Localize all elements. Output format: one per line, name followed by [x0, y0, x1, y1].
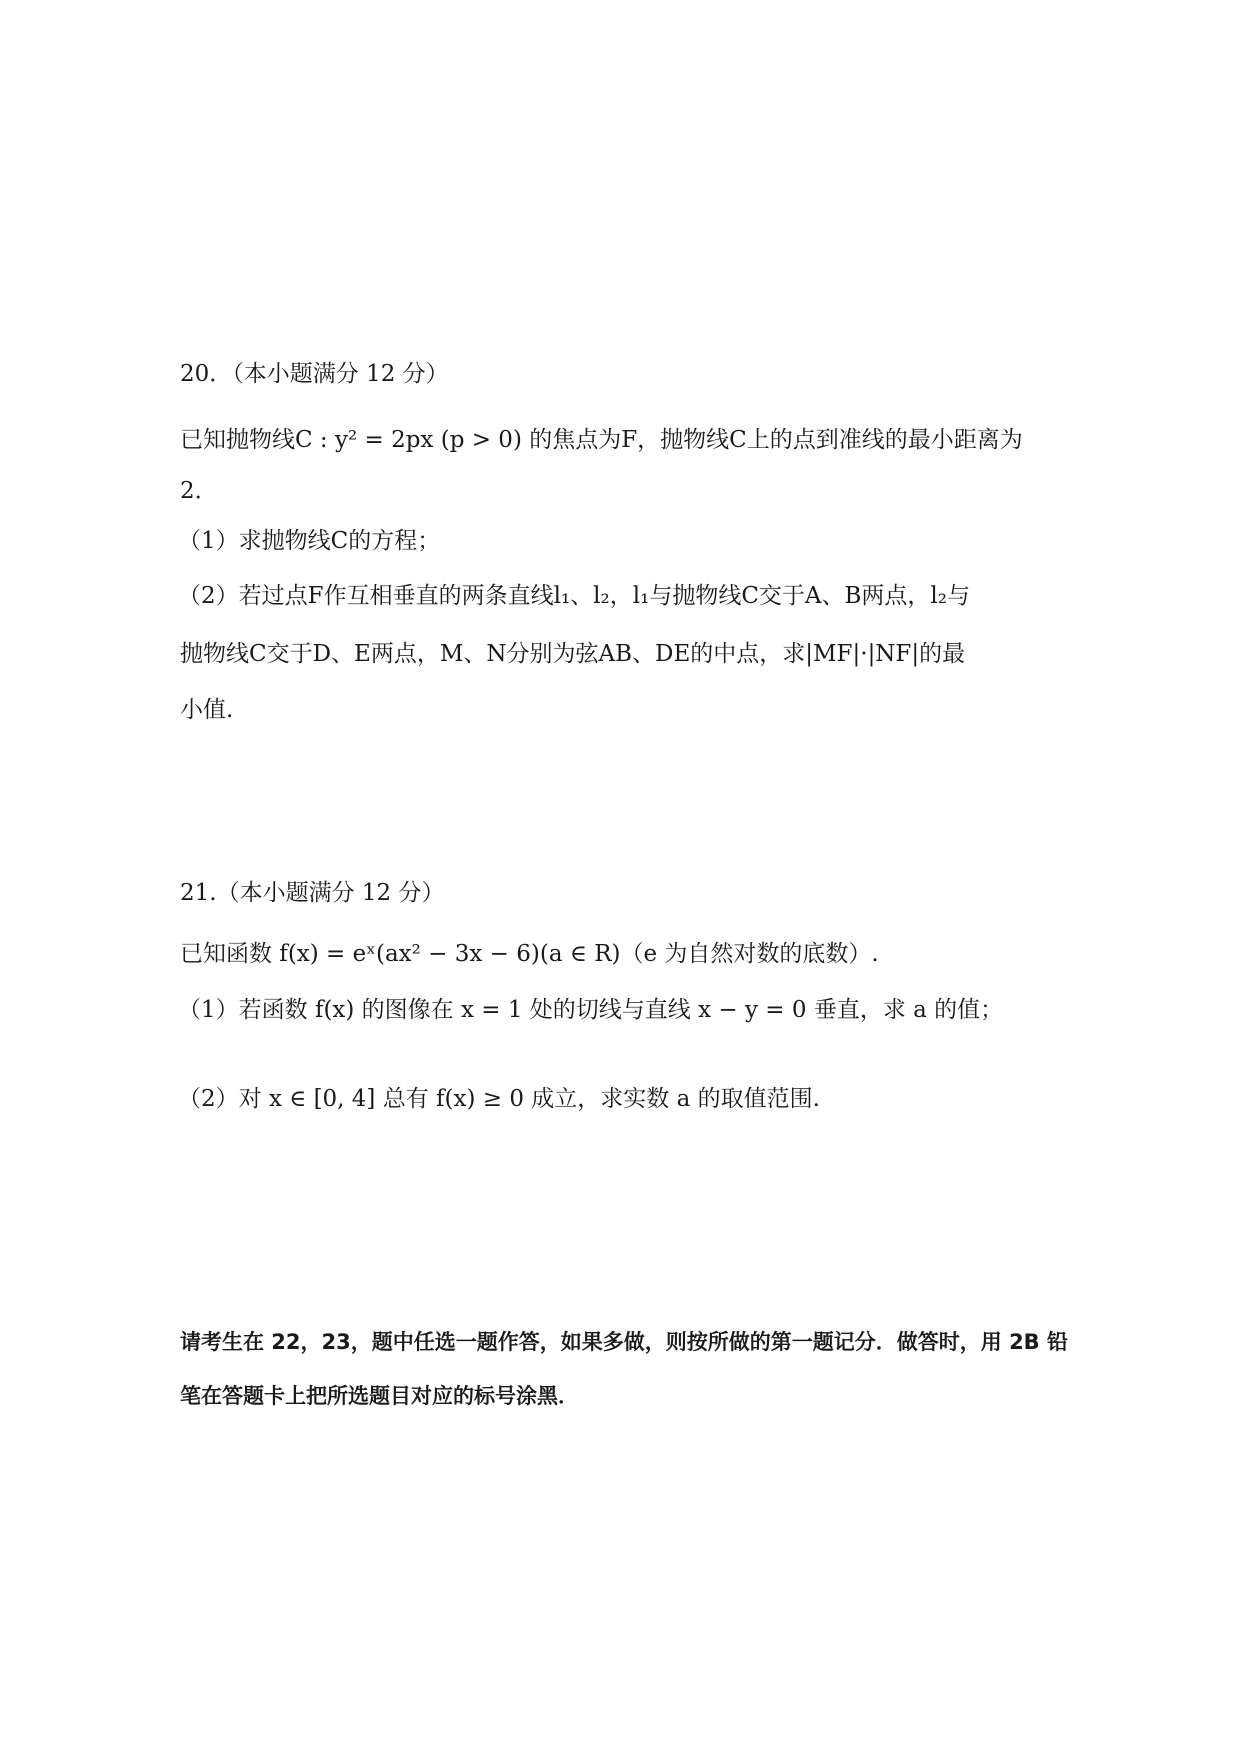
q20-title: 20．（本小题满分 12 分） — [180, 361, 449, 387]
q20-part-2-line-3: 小值. — [180, 697, 234, 723]
q21-statement-line-1: 已知函数 f(x) = eˣ(ax² − 3x − 6)(a ∈ R)（e 为自然对数的底数）. — [180, 941, 879, 967]
q20-statement-line-2: 2． — [180, 478, 218, 504]
q21-title: 21.（本小题满分 12 分） — [180, 880, 445, 906]
instructions-line-1: 请考生在 22，23，题中任选一题作答，如果多做，则按所做的第一题记分．做答时，用 2B 铅 — [180, 1330, 1068, 1354]
q20-part-1: （1）求抛物线C的方程； — [178, 528, 441, 554]
q21-part-2: （2）对 x ∈ [0, 4] 总有 f(x) ≥ 0 成立，求实数 a 的取值范围. — [178, 1086, 820, 1112]
q21-part-1: （1）若函数 f(x) 的图像在 x = 1 处的切线与直线 x − y = 0 垂直，求 a 的值； — [178, 997, 1004, 1023]
q20-part-2-line-1: （2）若过点F作互相垂直的两条直线l₁、l₂，l₁与抛物线C交于A、B两点，l₂与 — [178, 583, 971, 609]
q20-part-2-line-2: 抛物线C交于D、E两点，M、N分别为弦AB、DE的中点，求|MF|·|NF|的最 — [180, 641, 966, 667]
q20-statement-line-1: 已知抛物线C : y² = 2px (p > 0) 的焦点为F，抛物线C上的点到准线的最小距离为 — [180, 427, 1023, 453]
instructions-line-2: 笔在答题卡上把所选题目对应的标号涂黑． — [180, 1384, 579, 1408]
